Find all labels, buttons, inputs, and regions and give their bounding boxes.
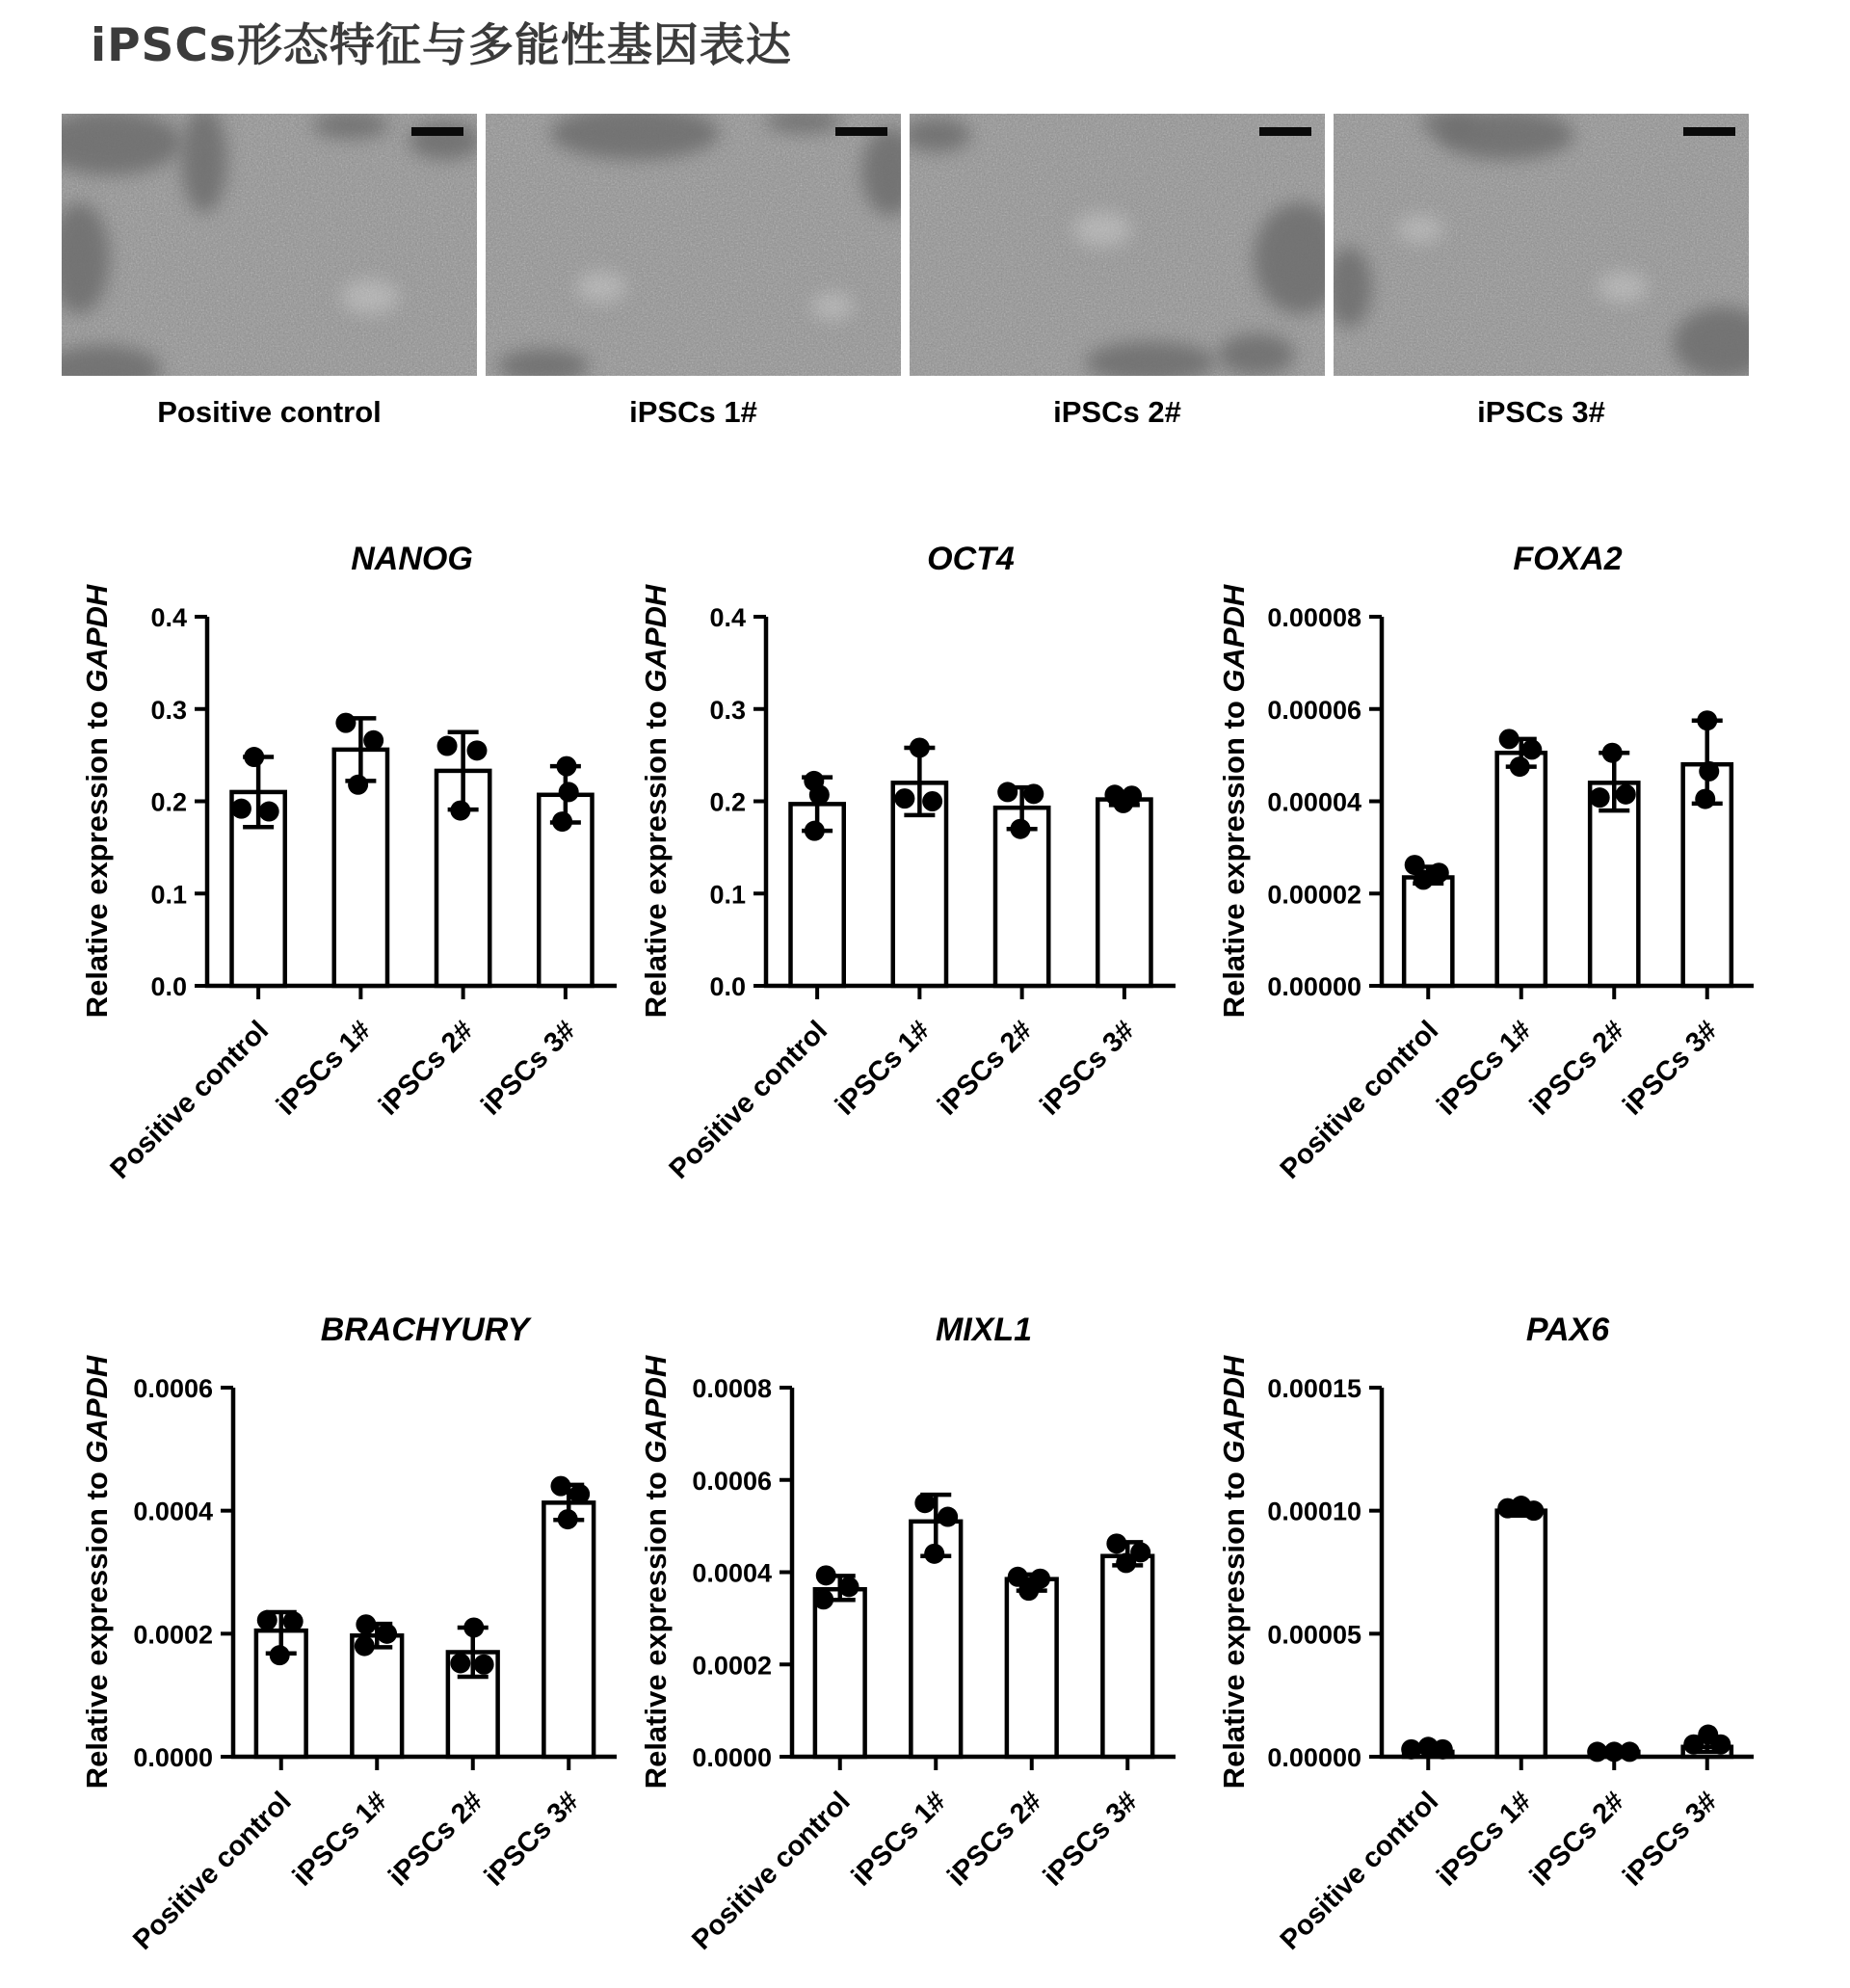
y-tick-label: 0.3 [709,695,746,725]
x-category-label: iPSCs 2# [1523,1015,1631,1122]
chart-oct4 [631,525,1209,1200]
data-point [231,799,251,819]
y-axis-title: Relative expression to GAPDH [639,1355,673,1789]
data-point [938,1507,958,1527]
data-point [1116,1552,1136,1573]
x-category-label: iPSCs 2# [941,1786,1048,1893]
x-category-label: iPSCs 1# [845,1786,953,1893]
bar-chart-svg [1209,1296,1787,1971]
data-point [805,821,825,841]
x-category-label: iPSCs 1# [270,1015,378,1122]
bar [1590,782,1638,986]
data-point [1697,710,1717,730]
x-category-label: iPSCs 2# [1523,1786,1631,1893]
data-point [1414,869,1434,889]
y-tick-label: 0.0004 [133,1497,213,1526]
panel-label: iPSCs 3# [1477,395,1605,429]
microscopy-panel-ipscs-3 [1334,114,1749,430]
bar [815,1589,865,1757]
chart-foxa2 [1209,525,1787,1200]
bar-chart-svg [72,525,650,1200]
data-point [348,775,368,795]
bar [1007,1579,1057,1757]
data-point [1699,761,1719,782]
data-point [552,811,572,832]
y-tick-label: 0.00006 [1267,695,1361,725]
bar [1497,1511,1546,1757]
bar [1404,877,1452,986]
x-category-label: iPSCs 3# [1617,1015,1724,1122]
y-tick-label: 0.1 [709,880,746,910]
bar [1497,753,1546,986]
panel-label: Positive control [157,395,382,429]
phase-contrast-image [62,114,477,376]
data-point [550,1476,570,1497]
scale-bar [835,127,887,136]
y-axis-title: Relative expression to GAPDH [1217,1355,1251,1789]
data-point [1523,1500,1544,1521]
microscopy-panel-ipscs-2 [910,114,1325,430]
data-point [558,1509,578,1529]
data-point [259,802,279,822]
data-point [1010,819,1030,839]
y-tick-label: 0.0002 [692,1651,772,1681]
y-tick-label: 0.00000 [1267,972,1361,1001]
data-point [355,1636,375,1657]
x-category-label: iPSCs 3# [1617,1786,1724,1893]
y-tick-label: 0.3 [150,695,187,725]
y-tick-label: 0.00015 [1267,1374,1361,1403]
x-category-label: iPSCs 2# [373,1015,480,1122]
y-tick-label: 0.2 [709,787,746,817]
y-tick-label: 0.2 [150,787,187,817]
phase-contrast-texture [62,114,477,376]
y-tick-label: 0.00002 [1267,880,1361,910]
data-point [1510,756,1530,777]
data-point [363,730,383,751]
data-point [1695,789,1715,809]
data-point [474,1655,494,1675]
data-point [257,1610,278,1630]
data-point [1023,783,1044,804]
data-point [914,1493,935,1513]
chart-nanog [72,525,650,1200]
y-tick-label: 0.0000 [692,1743,772,1772]
scale-bar [411,127,463,136]
chart-title: BRACHYURY [320,1312,530,1348]
x-category-label: iPSCs 3# [478,1786,586,1893]
microscopy-row [62,114,1749,430]
data-point [450,1653,470,1673]
data-point [813,1589,833,1609]
data-point [839,1577,859,1597]
chart-title: OCT4 [927,541,1015,577]
data-point [283,1611,304,1631]
scale-bar [1683,127,1735,136]
figure-title: iPSCs形态特征与多能性基因表达 [91,19,792,72]
phase-contrast-texture [1334,114,1749,376]
data-point [556,756,576,777]
x-category-label: iPSCs 2# [932,1015,1039,1122]
data-point [1620,1741,1640,1762]
data-point [1521,739,1542,759]
x-category-label: iPSCs 1# [286,1786,394,1893]
data-point [335,713,356,733]
chart-title: FOXA2 [1513,541,1623,577]
data-point [1590,787,1610,808]
chart-mixl1 [631,1296,1209,1971]
y-tick-label: 0.0004 [692,1558,772,1588]
data-point [1433,1739,1453,1760]
y-tick-label: 0.0 [709,972,746,1001]
x-category-label: Positive control [663,1015,834,1185]
chart-title: NANOG [351,541,473,577]
phase-contrast-texture [486,114,901,376]
chart-brachyury [72,1296,650,1971]
data-point [910,737,930,757]
y-axis-title: Relative expression to GAPDH [639,584,673,1019]
y-tick-label: 0.0006 [692,1466,772,1496]
data-point [816,1565,836,1585]
x-category-label: Positive control [686,1786,857,1956]
x-category-label: iPSCs 3# [475,1015,582,1122]
y-tick-label: 0.0008 [692,1374,772,1403]
chart-title: MIXL1 [935,1312,1033,1348]
data-point [463,1617,484,1637]
data-point [244,747,264,767]
y-tick-label: 0.00010 [1267,1497,1361,1526]
bar-chart-svg [1209,525,1787,1200]
data-point [450,801,470,821]
phase-contrast-image [486,114,901,376]
bar-chart-svg [72,1296,650,1971]
chart-pax6 [1209,1296,1787,1971]
phase-contrast-texture [910,114,1325,376]
phase-contrast-image [1334,114,1749,376]
phase-contrast-image [910,114,1325,376]
x-category-label: iPSCs 1# [829,1015,937,1122]
data-point [1401,1739,1421,1760]
bar [1097,800,1150,986]
data-point [922,791,942,811]
chart-title: PAX6 [1525,1312,1610,1348]
bar-chart-svg [631,525,1209,1200]
panel-label: iPSCs 1# [629,395,757,429]
y-tick-label: 0.0002 [133,1620,213,1650]
y-tick-label: 0.0006 [133,1374,213,1403]
data-point [569,1484,590,1504]
y-tick-label: 0.1 [150,880,187,910]
y-tick-label: 0.4 [150,603,187,632]
y-tick-label: 0.00005 [1267,1620,1361,1650]
x-category-label: iPSCs 1# [1431,1786,1538,1893]
bar-chart-svg [631,1296,1209,1971]
y-tick-label: 0.4 [709,603,746,632]
data-point [270,1645,290,1665]
data-point [1602,743,1623,763]
axis-frame [1382,1388,1754,1757]
x-category-label: iPSCs 3# [1034,1015,1141,1122]
y-tick-label: 0.00004 [1267,787,1361,817]
data-point [809,784,830,805]
panel-label: iPSCs 2# [1053,395,1181,429]
microscopy-panel-positive-control [62,114,477,430]
x-category-label: Positive control [1274,1015,1445,1185]
x-category-label: Positive control [127,1786,298,1956]
y-tick-label: 0.00000 [1267,1743,1361,1772]
x-category-label: Positive control [104,1015,276,1185]
y-tick-label: 0.00008 [1267,603,1361,632]
data-point [1710,1735,1731,1755]
y-tick-label: 0.0 [150,972,187,1001]
x-category-label: iPSCs 1# [1431,1015,1538,1122]
y-axis-title: Relative expression to GAPDH [80,584,114,1019]
data-point [1616,784,1636,805]
data-point [1018,1580,1039,1601]
bar [1102,1556,1152,1757]
data-point [1106,1533,1126,1553]
data-point [924,1544,944,1564]
scale-bar [1259,127,1311,136]
x-category-label: iPSCs 3# [1037,1786,1145,1893]
data-point [377,1624,397,1644]
data-point [437,736,458,756]
data-point [1113,793,1133,813]
y-axis-title: Relative expression to GAPDH [1217,584,1251,1019]
x-category-label: iPSCs 2# [383,1786,489,1893]
data-point [559,782,579,802]
data-point [356,1614,376,1634]
data-point [466,740,487,760]
y-axis-title: Relative expression to GAPDH [80,1355,114,1789]
y-tick-label: 0.0000 [133,1743,213,1772]
microscopy-panel-ipscs-1 [486,114,901,430]
data-point [894,788,914,808]
data-point [1499,729,1520,749]
bar [543,1502,594,1757]
x-category-label: Positive control [1274,1786,1445,1956]
data-point [997,782,1018,802]
